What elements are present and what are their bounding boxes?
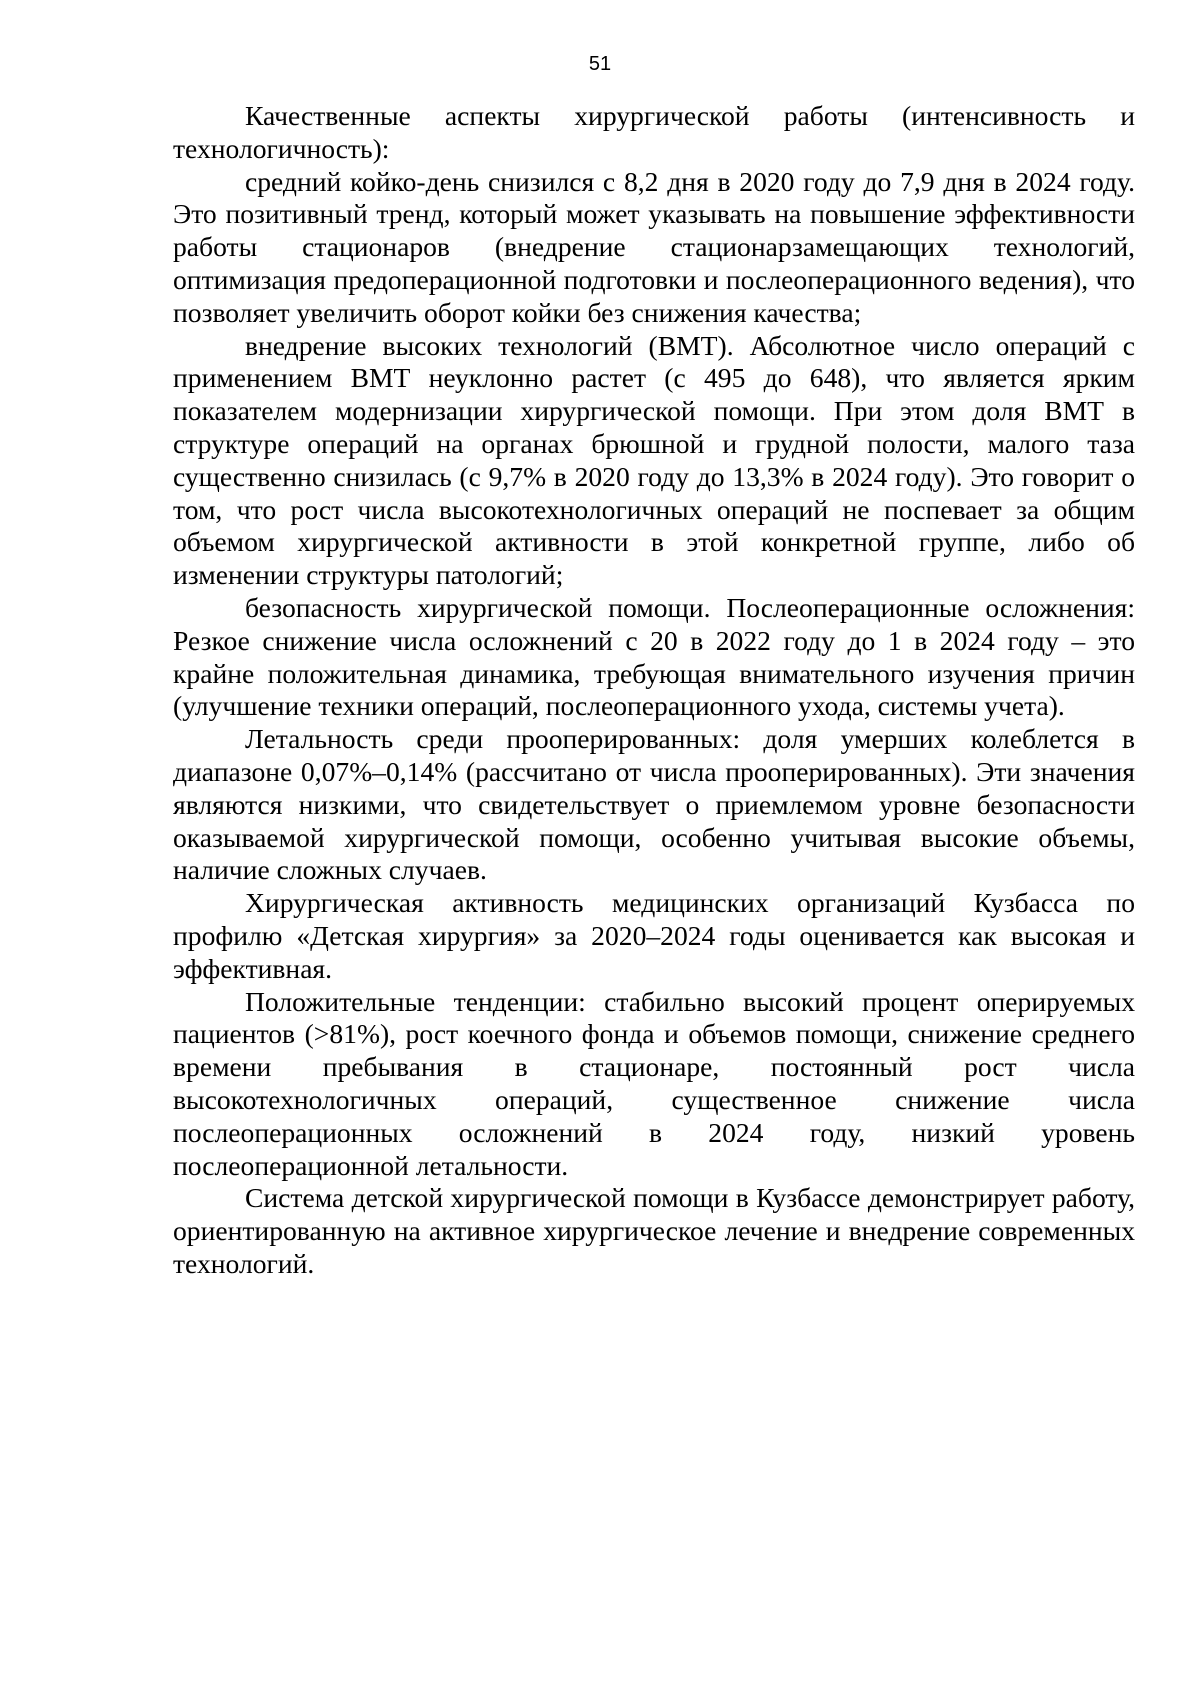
page-number: 51 <box>588 53 612 75</box>
paragraph-high-tech: внедрение высоких технологий (ВМТ). Абсолютное число операций с применением ВМТ неуклонно растет (с 495 до 648), что является ярким показателем модернизации хирургической помощи. При этом доля ВМТ в структуре операций на органах брюшной и грудной полости, малого таза существенно снизилась (с 9,7% в 2020 году до 13,3% в 2024 году). Это говорит о том, что рост числа высокотехнологичных операций не поспевает за общим объемом хирургической активности в этой конкретной группе, либо об изменении структуры патологий; <box>173 329 1135 591</box>
paragraph-mortality: Летальность среди прооперированных: доля умерших колеблется в диапазоне 0,07%–0,14% (рассчитано от числа прооперированных). Эти значения являются низкими, что свидетельствует о приемлемом уровне безопасности оказываемой хирургической помощи, особенно учитывая высокие объемы, наличие сложных случаев. <box>173 723 1135 886</box>
paragraph-surgical-activity: Хирургическая активность медицинских организаций Кузбасса по профилю «Детская хирургия» за 2020–2024 годы оценивается как высокая и эффективная. <box>173 887 1135 984</box>
body-text <box>173 100 1135 1281</box>
paragraph-bed-day: средний койко-день снизился с 8,2 дня в 2020 году до 7,9 дня в 2024 году. Это позитивный тренд, который может указывать на повышение эффективности работы стационаров (внедрение стационарзамещающих технологий, оптимизация предоперационной подготовки и послеоперационного ведения), что позволяет увеличить оборот койки без снижения качества; <box>173 165 1135 328</box>
paragraph-conclusion: Система детской хирургической помощи в Кузбассе демонстрирует работу, ориентированную на активное хирургическое лечение и внедрение современных технологий. <box>173 1182 1135 1279</box>
paragraph-surgical-safety: безопасность хирургической помощи. Послеоперационные осложнения: Резкое снижение числа осложнений с 20 в 2022 году до 1 в 2024 году – это крайне положительная динамика, требующая внимательного изучения причин (улучшение техники операций, послеоперационного ухода, системы учета). <box>173 591 1135 722</box>
paragraph-positive-trends: Положительные тенденции: стабильно высокий процент оперируемых пациентов (>81%), рост коечного фонда и объемов помощи, снижение среднего времени пребывания в стационаре, постоянный рост числа высокотехнологичных операций, существенное снижение числа послеоперационных осложнений в 2024 году, низкий уровень послеоперационной летальности. <box>173 985 1135 1181</box>
paragraph-quality-aspects: Качественные аспекты хирургической работы (интенсивность и технологичность): <box>173 100 1135 164</box>
